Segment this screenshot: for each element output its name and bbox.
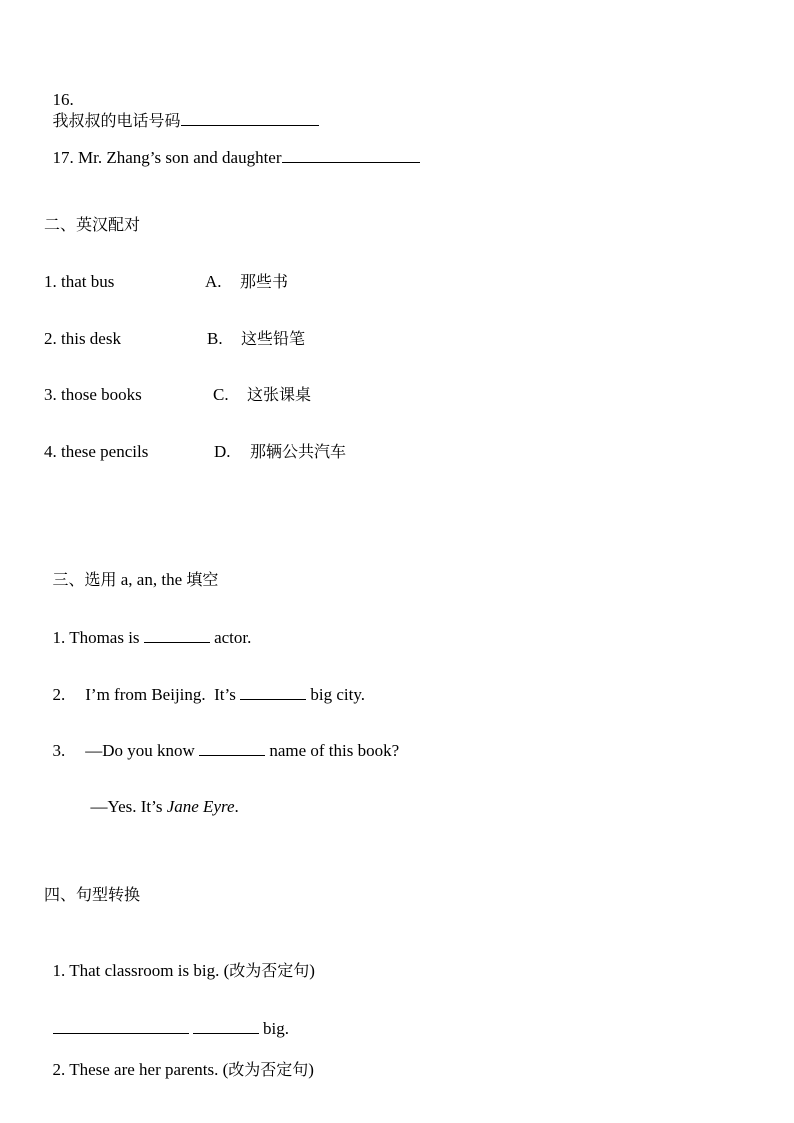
question-16: [44, 70, 319, 131]
transform-question-2-close: ): [308, 1060, 314, 1079]
section-3-heading: [44, 550, 218, 590]
transform-answer-1: [44, 998, 289, 1039]
fill-question-3: [44, 720, 399, 761]
section-3-heading-cn-2: 填空: [186, 570, 219, 589]
match-right-d: 那辆公共汽车: [250, 442, 347, 461]
answer-blank[interactable]: [282, 147, 420, 163]
section-3-heading-cn: 三、选用: [52, 570, 117, 589]
question-16-number: 16.: [52, 90, 74, 109]
fill-question-2-text: I’m from Beijing. It’s: [85, 685, 236, 704]
question-17-text: 17. Mr. Zhang’s son and daughter: [52, 148, 282, 167]
match-letter-c: C.: [213, 385, 229, 404]
section-2-heading: 二、英汉配对: [44, 215, 141, 234]
fill-question-1-text: 1. Thomas is: [52, 628, 140, 647]
section-4-heading: 四、句型转换: [44, 885, 141, 904]
transform-question-1-instruction: 改为否定句: [229, 961, 310, 980]
transform-question-1-close: ): [309, 961, 315, 980]
fill-question-3-answer: [82, 777, 239, 817]
match-left-4: 4. these pencils: [44, 442, 149, 461]
answer-blank[interactable]: [144, 627, 210, 643]
answer-blank[interactable]: [240, 684, 306, 700]
fill-question-3-text: —Do you know: [85, 741, 195, 760]
fill-question-1: [44, 607, 251, 648]
match-left-3: 3. those books: [44, 385, 142, 404]
answer-blank[interactable]: [193, 1018, 259, 1034]
section-3-heading-en: a, an, the: [120, 570, 183, 589]
question-17: [44, 127, 420, 168]
answer-suffix: .: [234, 797, 239, 816]
fill-question-2-number: 2.: [52, 685, 66, 704]
fill-question-2: [44, 664, 365, 705]
answer-blank[interactable]: [181, 110, 319, 126]
match-letter-d: D.: [214, 442, 231, 461]
match-letter-a: A.: [205, 272, 222, 291]
transform-question-1: [44, 941, 315, 981]
answer-blank[interactable]: [53, 1018, 189, 1034]
transform-question-1-text: 1. That classroom is big. (: [52, 961, 230, 980]
fill-question-1-end: actor.: [214, 628, 252, 647]
match-right-a: 那些书: [240, 272, 289, 291]
transform-question-2-instruction: 改为否定句: [228, 1060, 309, 1079]
fill-question-3-end: name of this book?: [269, 741, 400, 760]
transform-answer-1-end: big.: [263, 1019, 289, 1038]
question-16-text: 我叔叔的电话号码: [52, 111, 181, 130]
match-right-b: 这些铅笔: [241, 329, 306, 348]
transform-question-2-text: 2. These are her parents. (: [52, 1060, 229, 1079]
answer-prefix: —Yes. It’s: [90, 797, 167, 816]
book-title: Jane Eyre: [166, 797, 235, 816]
transform-question-2: [44, 1040, 314, 1080]
match-left-2: 2. this desk: [44, 329, 121, 348]
fill-question-3-number: 3.: [52, 741, 66, 760]
match-left-1: 1. that bus: [44, 272, 115, 291]
fill-question-2-end: big city.: [310, 685, 365, 704]
match-letter-b: B.: [207, 329, 223, 348]
match-right-c: 这张课桌: [247, 385, 312, 404]
answer-blank[interactable]: [199, 740, 265, 756]
